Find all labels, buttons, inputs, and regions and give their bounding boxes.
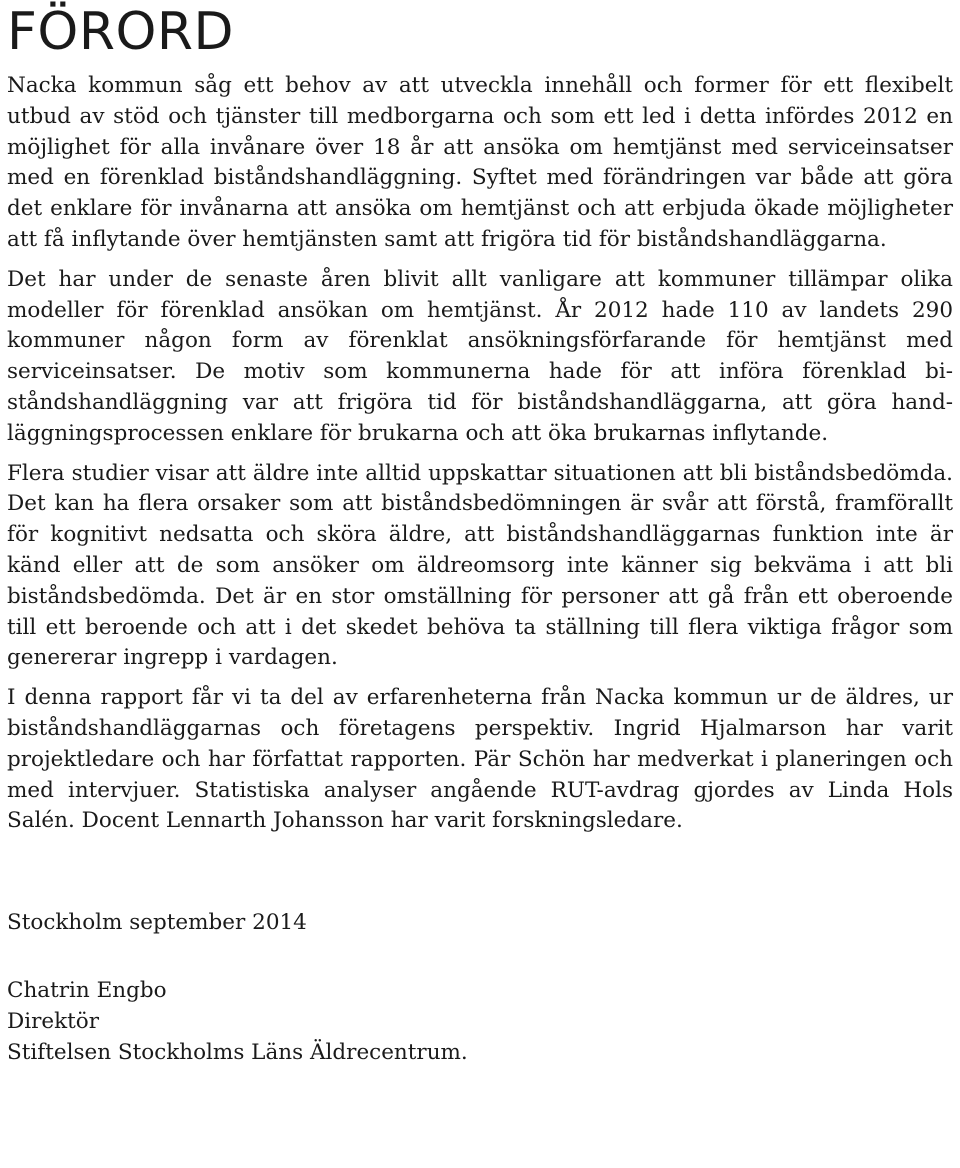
signer-role: Direktör	[7, 1009, 100, 1035]
paragraph-3: Flera studier visar att äldre inte alltid uppskattar situationen att bli biståndsbedömda. Det kan ha flera orsaker som att biståndsbedömningen är svår att förstå, framförallt för kognitivt nedsatta och sköra äldre, att biståndshandläggarnas funktion inte är känd eller att de som ansöker om äldreomsorg inte känner sig bekväma i att bli biståndsbedömda. Det är en stor omställning för personer att gå från ett oberoende till ett beroende och att i det skedet behöva ta ställning till flera viktiga frågor som genererar ingrepp i vardagen.	[7, 460, 953, 671]
signer-name: Chatrin Engbo	[7, 978, 167, 1004]
signer-organization: Stiftelsen Stockholms Läns Äldrecentrum.	[7, 1040, 468, 1066]
signer	[7, 975, 953, 1068]
signature-block	[7, 907, 953, 1068]
paragraph-4: I denna rapport får vi ta del av erfarenheterna från Nacka kommun ur de äldres, ur biståndshandläggarnas och företagens perspektiv. Ingrid Hjalmarson har varit projektledare och har författat rapporten. Pär Schön har medverkat i planeringen och med intervjuer. Statistiska analyser angående RUT-avdrag gjordes av Linda Hols Salén. Docent Lennarth Johansson har varit forskningsledare.	[7, 685, 953, 834]
place-date: Stockholm september 2014	[7, 910, 307, 936]
document-page	[0, 2, 960, 1168]
page-title: FÖRORD	[7, 2, 235, 62]
document-body	[7, 71, 953, 837]
paragraph-2: Det har under de senaste åren blivit allt vanligare att kommuner tillämpar olika modeller för förenklad ansökan om hemtjänst. År 2012 hade 110 av landets 290 kommuner någon form av förenklat ansökningsförfarande för hemtjänst med serviceinsatser. De motiv som kommunerna hade för att införa förenklad biståndshandläggning var att frigöra tid för biståndshandläggarna, att göra handläggningsprocessen enklare för brukarna och att öka brukarnas inflytande.	[7, 266, 953, 446]
paragraph-1: Nacka kommun såg ett behov av att utveckla innehåll och former för ett flexibelt utbud av stöd och tjänster till medborgarna och som ett led i detta infördes 2012 en möjlighet för alla invånare över 18 år att ansöka om hemtjänst med serviceinsatser med en förenklad biståndshandläggning. Syftet med förändringen var både att göra det enklare för invånarna att ansöka om hemtjänst och att erbjuda ökade möjligheter att få inflytande över hemtjänsten samt att frigöra tid för biståndshandläggarna.	[7, 73, 953, 252]
